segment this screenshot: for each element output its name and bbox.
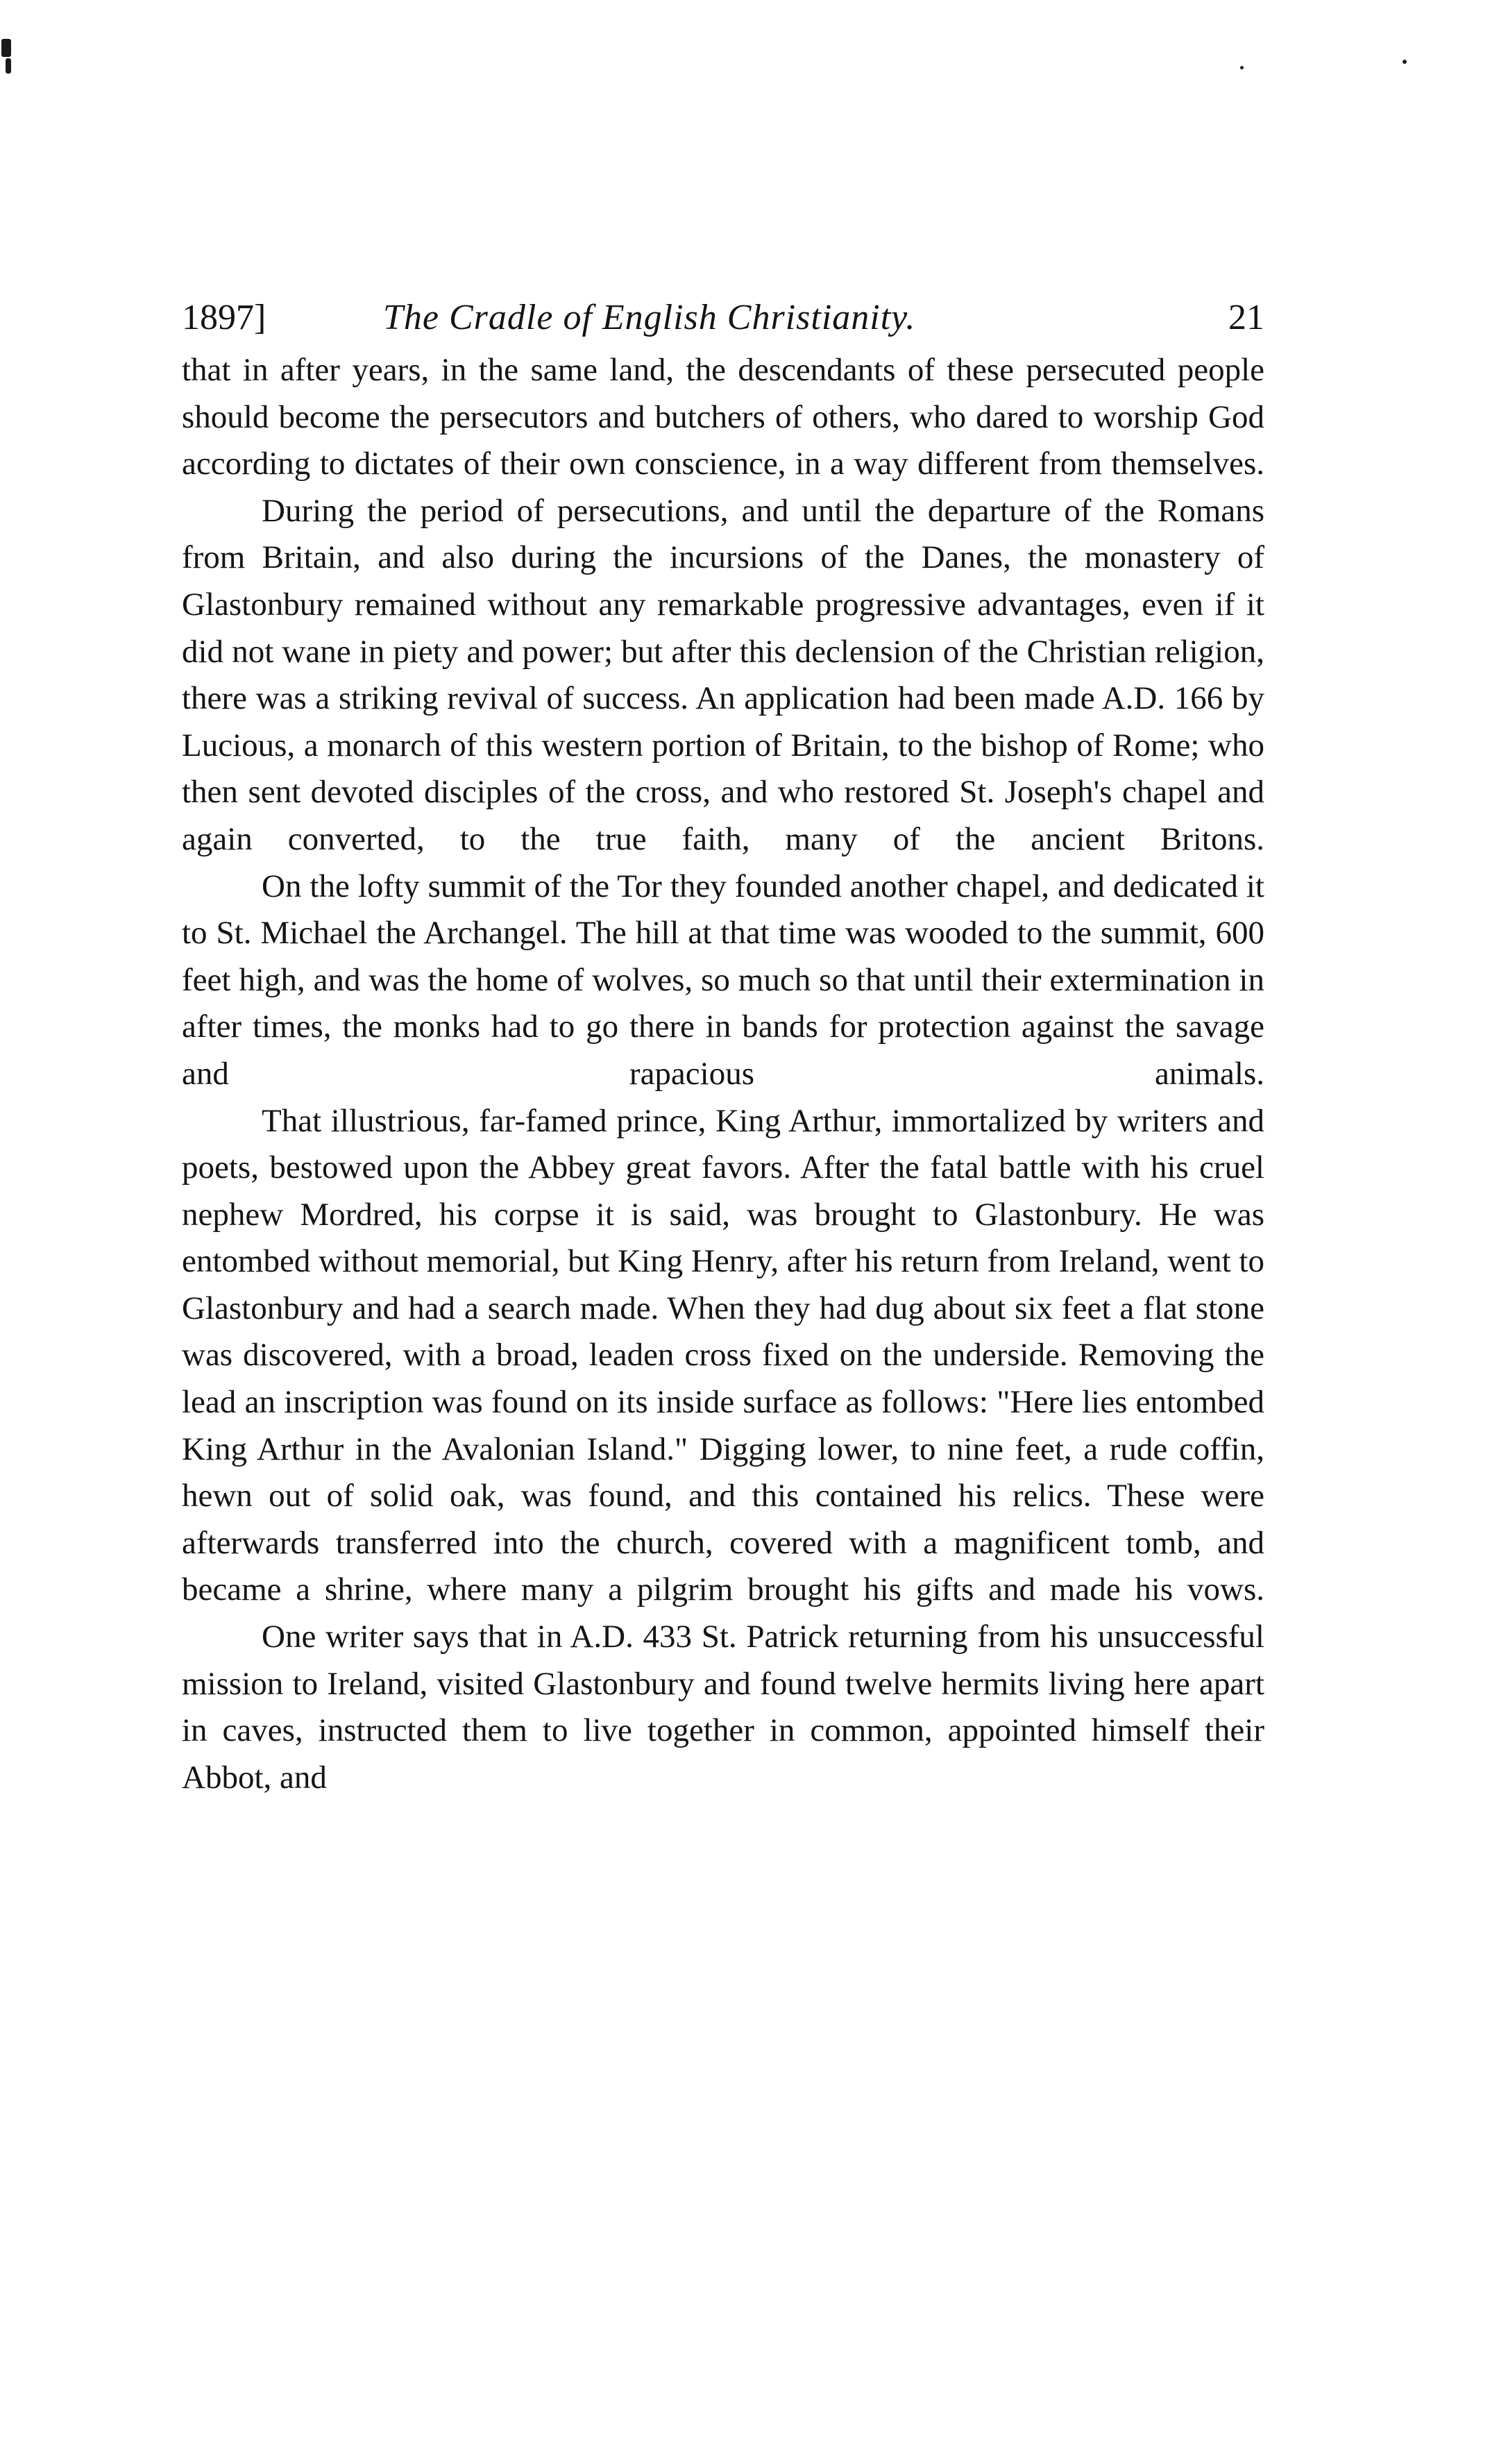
paragraph: That illustrious, far-famed prince, King Arthur, immortalized by writers and poets, bestowed upon the Abbey great favors. After the fatal battle with his cruel nephew Mordred, his corpse it is said, was brought to Glastonbury. He was entombed without memorial, but King Henry, after his return from Ireland, went to Glastonbury and had a search made. When they had dug about six feet a flat stone was discovered, with a broad, leaden cross fixed on the underside. Removing the lead an inscription was found on its inside surface as follows: "Here lies entombed King Arthur in the Avalonian Island." Digging lower, to nine feet, a rude coffin, hewn out of solid oak, was found, and this contained his relics. These were afterwards transferred into the church, covered with a magnificent tomb, and became a shrine, where many a pilgrim brought his gifts and made his vows. <box>182 1102 1264 1608</box>
scan-speck <box>1 39 11 57</box>
paragraph: One writer says that in A.D. 433 St. Patrick returning from his unsuccessful mission to Ireland, visited Glastonbury and found twelve hermits living here apart in caves, instructed them to live together in common, appointed himself their Abbot, and <box>182 1619 1264 1796</box>
page-number: 21 <box>1228 298 1264 337</box>
paragraph: that in after years, in the same land, the descendants of these persecuted people should become the persecutors and butchers of others, who dared to worship God according to dictates of their own conscience, in a way different from themselves. <box>182 352 1264 482</box>
header-year: 1897] <box>182 298 266 337</box>
scan-speck <box>1403 60 1407 64</box>
running-header <box>182 290 1264 346</box>
paragraph: On the lofty summit of the Tor they founded another chapel, and dedicated it to St. Michael the Archangel. The hill at that time was wooded to the summit, 600 feet high, and was the home of wolves, so much so that until their extermination in after times, the monks had to go there in bands for protection against the savage and rapacious animals. <box>182 868 1264 1092</box>
header-title: The Cradle of English Christianity. <box>383 298 916 337</box>
page-body <box>182 347 1264 1801</box>
scan-speck <box>1240 66 1244 69</box>
paragraph: During the period of persecutions, and until the departure of the Romans from Britain, and also during the incursions of the Danes, the monastery of Glastonbury remained without any remarkable progressive advantages, even if it did not wane in piety and power; but after this declension of the Christian religion, there was a striking revival of success. An application had been made A.D. 166 by Lucious, a monarch of this western portion of Britain, to the bishop of Rome; who then sent devoted disciples of the cross, and who restored St. Joseph's chapel and again converted, to the true faith, many of the ancient Britons. <box>182 492 1264 857</box>
scan-speck <box>6 58 11 74</box>
